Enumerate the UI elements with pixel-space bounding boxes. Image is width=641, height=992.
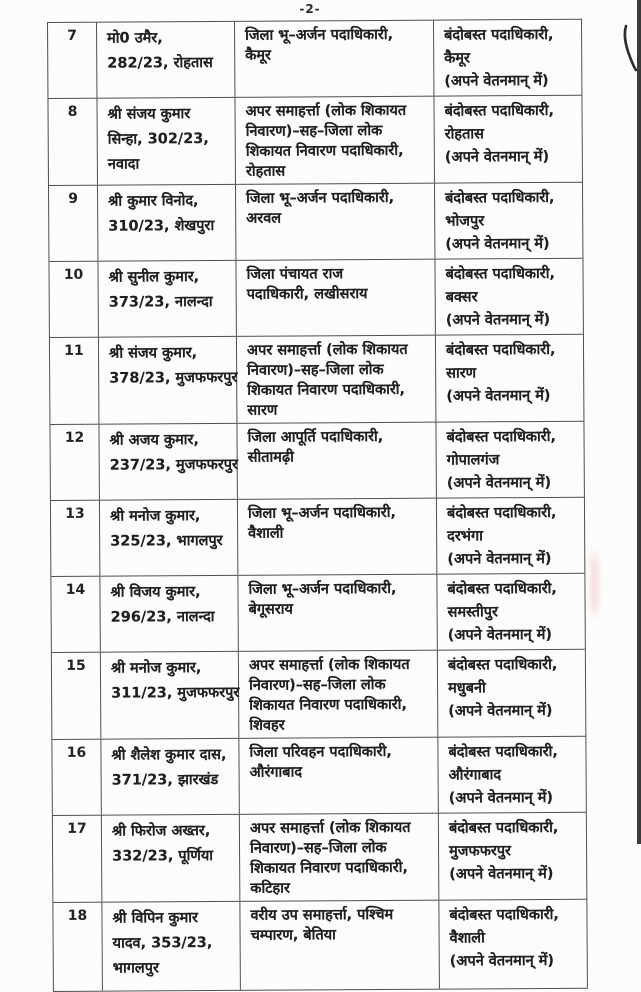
cell-serial-number: 16	[52, 740, 101, 815]
text-line: शिकायत निवारण पदाधिकारी,	[250, 859, 408, 877]
cell-officer-name	[99, 424, 237, 500]
text-line: 237/23, मुजफफरपुर	[109, 456, 238, 474]
transfer-table	[47, 19, 588, 992]
cell-current-posting	[235, 21, 434, 97]
cell-officer-name	[97, 98, 236, 185]
text-line: अपर समाहर्त्ता (लोक शिकायत	[245, 102, 407, 120]
text-line: (अपने वेतनमान् में)	[448, 702, 553, 720]
text-line: रोहतास	[245, 163, 286, 180]
text-line: समस्तीपुर	[447, 604, 498, 621]
cell-current-posting	[238, 499, 437, 575]
text-line: भागलपुर	[112, 960, 159, 977]
cell-current-posting	[236, 184, 435, 260]
text-line: जिला भू–अर्जन पदाधिकारी,	[247, 504, 397, 522]
cell-current-posting	[240, 814, 440, 901]
page-number: -2-	[299, 2, 321, 16]
text-line: श्री अजय कुमार,	[109, 432, 199, 449]
text-line: नवादा	[107, 156, 140, 173]
cell-serial-number: 15	[52, 653, 102, 739]
cell-serial-number: 14	[51, 577, 100, 652]
scan-edge-strip	[637, 0, 641, 844]
text-line: (अपने वेतनमान् में)	[444, 148, 550, 166]
cell-new-posting	[438, 737, 585, 813]
text-line: वैशाली	[449, 930, 485, 947]
cell-officer-name	[101, 652, 240, 739]
table-row	[48, 96, 582, 186]
table-row	[53, 900, 587, 992]
cell-serial-number: 11	[50, 338, 100, 424]
cell-officer-name	[99, 337, 238, 424]
cell-officer-name	[100, 500, 238, 576]
text-line: (अपने वेतनमान् में)	[446, 387, 551, 405]
text-line: गोपालगंज	[446, 452, 500, 469]
cell-new-posting	[439, 900, 587, 989]
text-line: 310/23, शेखपुरा	[108, 217, 215, 235]
text-line: श्री फिरोज अख्तर,	[111, 823, 211, 840]
cell-new-posting	[438, 650, 586, 737]
cell-current-posting	[235, 97, 435, 184]
text-line: (अपने वेतनमान् में)	[446, 474, 552, 492]
text-line: अपर समाहर्त्ता (लोक शिकायत	[249, 819, 411, 837]
cell-current-posting	[239, 738, 438, 814]
text-line: मधुबनी	[448, 680, 486, 697]
text-line: यादव, 353/23,	[112, 935, 213, 952]
text-line: पदाधिकारी, लखीसराय	[246, 286, 368, 303]
text-line: बंदोबस्त पदाधिकारी,	[447, 580, 557, 598]
text-line: श्री संजय कुमार	[107, 106, 191, 123]
cell-serial-number: 12	[50, 425, 99, 500]
table-row	[49, 183, 582, 262]
text-line: बंदोबस्त पदाधिकारी,	[445, 341, 556, 359]
cell-serial-number: 8	[48, 99, 98, 185]
text-line: 332/23, पूर्णिया	[112, 848, 214, 865]
cell-current-posting	[240, 901, 440, 990]
text-line: (अपने वेतनमान् में)	[445, 235, 550, 253]
cell-officer-name	[101, 739, 239, 815]
text-line: भोजपुर	[445, 213, 485, 230]
text-line: दरभंगा	[447, 528, 483, 545]
text-line: शिवहर	[249, 717, 285, 734]
table-row	[50, 422, 583, 501]
text-line: जिला भू–अर्जन पदाधिकारी,	[246, 189, 395, 207]
cell-officer-name	[102, 902, 241, 991]
text-line: श्री संजय कुमार,	[108, 345, 198, 362]
text-line: श्री विपिन कुमार	[112, 910, 198, 927]
text-line: वरीय उप समाहर्त्ता, पश्चिम	[250, 906, 394, 924]
text-line: शिकायत निवारण पदाधिकारी,	[249, 696, 407, 714]
text-line: मुजफफरपुर	[449, 843, 512, 860]
cell-new-posting	[435, 259, 582, 335]
cell-new-posting	[439, 813, 587, 900]
table-row	[51, 574, 584, 653]
text-line: कैमूर	[245, 47, 272, 64]
cell-serial-number: 9	[49, 186, 98, 261]
text-line: श्री सुनील कुमार,	[108, 269, 200, 286]
text-line: कैमूर	[444, 50, 471, 67]
text-line: अपर समाहर्त्ता (लोक शिकायत	[248, 656, 410, 674]
cell-current-posting	[237, 423, 436, 499]
text-line: बंदोबस्त पदाधिकारी,	[447, 656, 558, 674]
text-line: कटिहार	[250, 880, 290, 897]
cell-serial-number: 18	[53, 903, 103, 991]
cell-new-posting	[434, 96, 582, 183]
text-line: (अपने वेतनमान् में)	[447, 626, 553, 644]
cell-serial-number: 10	[49, 262, 98, 337]
text-line: (अपने वेतनमान् में)	[449, 865, 554, 883]
pen-stroke-mark	[612, 22, 638, 74]
text-line: बंदोबस्त पदाधिकारी,	[446, 504, 557, 522]
text-line: (अपने वेतनमान् में)	[449, 952, 555, 970]
text-line: 311/23, मुजफफरपुर	[111, 684, 240, 702]
table-row	[50, 335, 584, 425]
text-line: श्री मनोज कुमार,	[110, 660, 202, 677]
text-line: बंदोबस्त पदाधिकारी,	[445, 189, 555, 207]
text-line: अरवल	[246, 210, 282, 227]
table-row	[48, 20, 581, 99]
text-line: 373/23, नालन्दा	[108, 293, 213, 311]
cell-current-posting	[237, 336, 437, 423]
cell-officer-name	[102, 815, 241, 902]
text-line: जिला परिवहन पदाधिकारी,	[249, 743, 392, 761]
text-line: 371/23, झारखंड	[111, 771, 219, 789]
cell-new-posting	[437, 498, 584, 574]
text-line: निवारण)–सह–जिला लोक	[249, 676, 386, 694]
text-line: जिला पंचायत राज	[246, 266, 344, 283]
text-line: बक्सर	[445, 289, 478, 306]
text-line: रोहतास	[444, 126, 484, 143]
text-line: सीतामढ़ी	[247, 449, 294, 466]
scanner-smudge	[590, 552, 599, 616]
text-line: बंदोबस्त पदाधिकारी,	[445, 265, 556, 283]
text-line: जिला भू–अर्जन पदाधिकारी,	[245, 26, 394, 44]
text-line: शिकायत निवारण पदाधिकारी,	[245, 142, 404, 160]
cell-officer-name	[97, 22, 235, 98]
cell-new-posting	[434, 20, 581, 96]
text-line: श्री शैलेश कुमार दास,	[111, 746, 227, 764]
text-line: (अपने वेतनमान् में)	[444, 72, 549, 90]
text-line: सारण	[446, 365, 477, 382]
cell-current-posting	[238, 575, 437, 651]
text-line: मो0 उमैर,	[107, 30, 163, 47]
text-line: चम्पारण, बेतिया	[250, 927, 336, 944]
text-line: सारण	[247, 402, 278, 419]
table-row	[51, 498, 584, 577]
text-line: निवारण)–सह–जिला लोक	[250, 839, 387, 857]
text-line: जिला भू–अर्जन पदाधिकारी,	[248, 580, 397, 598]
text-line: बंदोबस्त पदाधिकारी,	[448, 819, 559, 837]
text-line: बंदोबस्त पदाधिकारी,	[444, 102, 555, 120]
text-line: बंदोबस्त पदाधिकारी,	[446, 428, 557, 446]
text-line: (अपने वेतनमान् में)	[445, 311, 551, 329]
text-line: (अपने वेतनमान् में)	[448, 789, 554, 807]
text-line: (अपने वेतनमान् में)	[447, 550, 552, 568]
text-line: निवारण)–सह–जिला लोक	[247, 361, 384, 379]
table-row	[49, 259, 582, 338]
text-line: श्री विजय कुमार,	[110, 584, 201, 601]
text-line: औरंगाबाद	[448, 767, 502, 784]
text-line: बंदोबस्त पदाधिकारी,	[444, 26, 554, 44]
text-line: अपर समाहर्त्ता (लोक शिकायत	[246, 341, 408, 359]
cell-officer-name	[100, 576, 238, 652]
text-line: शिकायत निवारण पदाधिकारी,	[247, 381, 406, 399]
cell-serial-number: 17	[53, 816, 103, 902]
cell-new-posting	[435, 183, 582, 259]
text-line: श्री मनोज कुमार,	[109, 508, 201, 525]
cell-new-posting	[437, 574, 584, 650]
cell-officer-name	[98, 185, 236, 261]
text-line: औरंगाबाद	[249, 764, 303, 781]
text-line: बंदोबस्त पदाधिकारी,	[449, 906, 559, 924]
text-line: जिला आपूर्ति पदाधिकारी,	[247, 428, 384, 446]
cell-officer-name	[98, 261, 236, 337]
cell-current-posting	[236, 260, 435, 336]
text-line: 282/23, रोहतास	[107, 54, 213, 72]
cell-serial-number: 7	[48, 23, 97, 98]
text-line: 325/23, भागलपुर	[110, 532, 223, 550]
text-line: निवारण)–सह–जिला लोक	[245, 122, 383, 140]
text-line: श्री कुमार विनोद,	[108, 193, 199, 210]
text-line: 296/23, नालन्दा	[110, 608, 215, 626]
table-row	[53, 813, 587, 903]
text-line: बंदोबस्त पदाधिकारी,	[448, 743, 558, 761]
table-row	[52, 650, 586, 740]
cell-new-posting	[436, 335, 584, 422]
text-line: बेगूसराय	[248, 601, 293, 618]
text-line: सिन्हा, 302/23,	[107, 131, 209, 148]
text-line: 378/23, मुजफफरपुर	[109, 369, 238, 387]
text-line: वैशाली	[248, 525, 284, 542]
cell-serial-number: 13	[51, 501, 100, 576]
table-row	[52, 737, 585, 816]
cell-new-posting	[436, 422, 583, 498]
cell-current-posting	[239, 651, 439, 738]
